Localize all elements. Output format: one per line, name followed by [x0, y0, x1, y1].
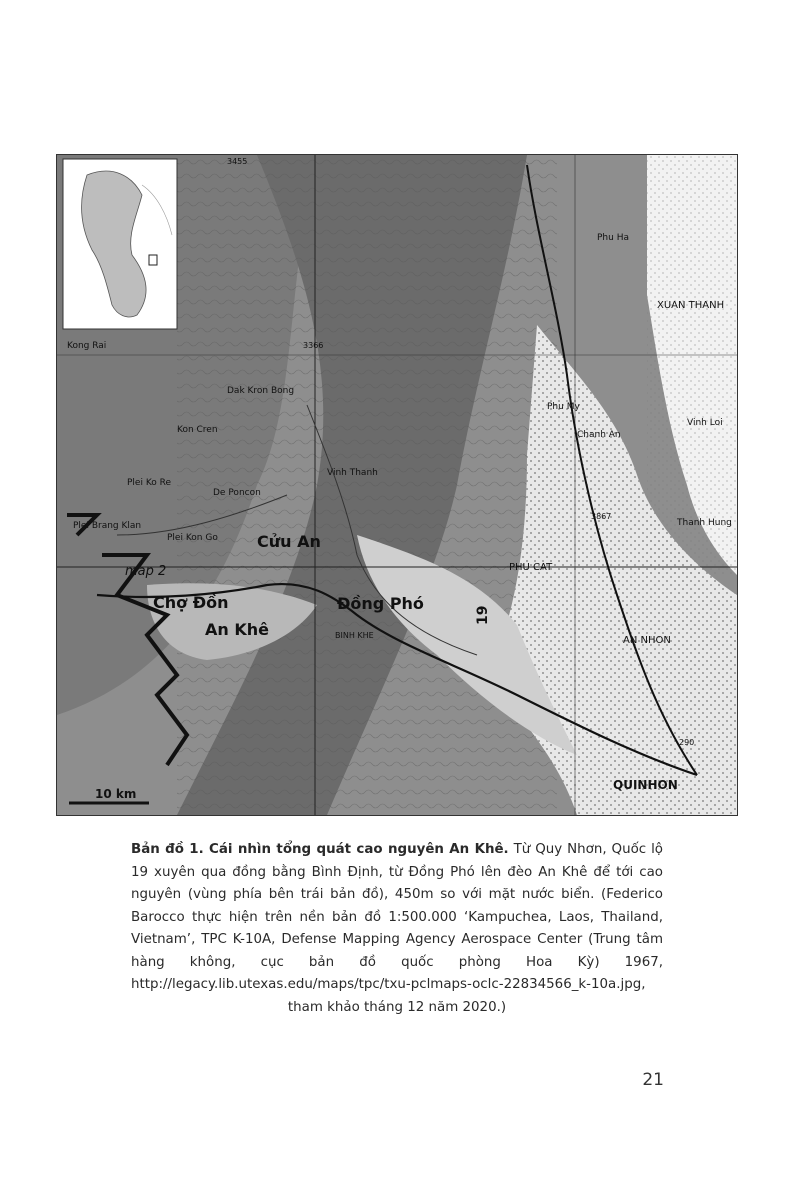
page-number: 21	[642, 1070, 664, 1090]
label-phu-my: Phu My	[547, 402, 580, 412]
label-elev-3455: 3455	[227, 157, 248, 166]
caption-title: Bản đồ 1. Cái nhìn tổng quát cao nguyên An Khê.	[131, 842, 509, 857]
label-plei-brang-klan: Plei Brang Klan	[73, 521, 142, 531]
label-route-19: 19	[475, 605, 491, 625]
label-thanh-hung: Thanh Hung	[677, 518, 732, 528]
label-map2: map 2	[125, 564, 167, 579]
topographic-map	[57, 155, 737, 815]
label-cho-don: Chợ Đồn	[153, 593, 229, 612]
label-an-khe: An Khê	[205, 620, 269, 639]
label-kong-rai: Kong Rai	[67, 341, 107, 351]
label-vinh-loi: Vinh Loi	[687, 418, 723, 428]
label-binh-khe: BINH KHE	[335, 631, 374, 640]
label-plei-kon-go: Plei Kon Go	[167, 533, 218, 543]
label-cuu-an: Cửu An	[257, 532, 321, 551]
label-xuan-thanh: XUAN THANH	[657, 300, 725, 311]
label-an-nhon: AN NHON	[623, 635, 671, 646]
label-dak-kron-bong: Dak Kron Bong	[227, 386, 295, 396]
label-de-poncon: De Poncon	[213, 488, 261, 498]
caption-body: Từ Quy Nhơn, Quốc lộ 19 xuyên qua đồng bằng Bình Định, từ Đồng Phó lên đèo An Khê để tới cao nguyên (vùng phía bên trái bản đồ), 450m so với mặt nước biển. (Federico Barocco thực hiện trên nền bản đồ 1:500.000 ‘Kampuchea, Laos, Thailand, Vietnam’, TPC K-10A, Defense Mapping Agency Aerospace Center (Trung tâm hàng không, cục bản đồ quốc phòng Hoa Kỳ) 1967, http://legacy.lib.utexas.edu/maps/tpc/txu-pclmaps-oclc-22834566_k-10a.jpg, tham khảo tháng 12 năm 2020.)	[131, 842, 663, 1015]
label-vinh-thanh: Vinh Thanh	[327, 468, 378, 478]
label-elev-290: 290	[679, 738, 695, 747]
label-phu-cat: PHU CAT	[509, 562, 553, 573]
label-phu-ha: Phu Ha	[597, 233, 629, 243]
label-elev-3867: 3867	[591, 512, 612, 521]
label-chanh-an: Chanh An	[577, 430, 621, 440]
label-kon-cren: Kon Cren	[177, 425, 218, 435]
label-quinhon: QUINHON	[613, 778, 678, 792]
label-plei-ko-re: Plei Ko Re	[127, 478, 172, 488]
inset-locator-map	[63, 159, 177, 329]
scale-label: 10 km	[95, 787, 137, 801]
figure-caption	[131, 839, 663, 1019]
label-dong-pho: Đồng Phó	[337, 594, 424, 613]
label-elev-3366: 3366	[303, 341, 324, 350]
map-figure	[56, 154, 738, 816]
